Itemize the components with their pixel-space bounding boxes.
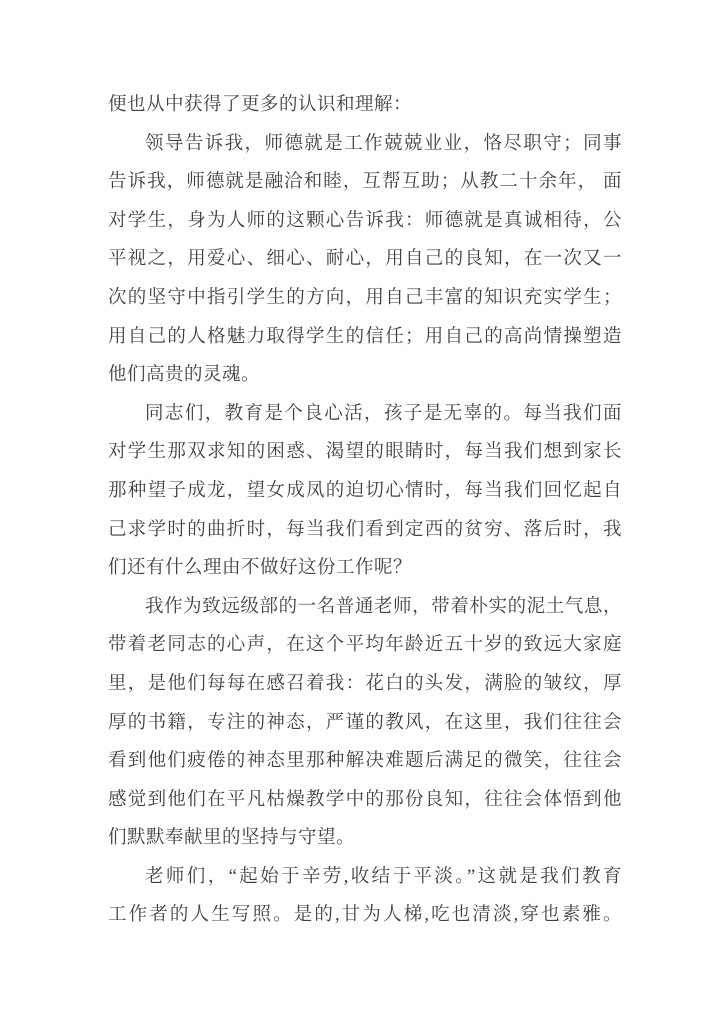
text-line: 己求学时的曲折时，每当我们看到定西的贫穷、落后时，我 xyxy=(108,519,622,540)
text-line: 次的坚守中指引学生的方向，用自己丰富的知识充实学生； xyxy=(108,287,622,308)
text-line: 他们高贵的灵魂。 xyxy=(108,365,261,386)
text-line: 们还有什么理由不做好这份工作呢？ xyxy=(108,558,413,579)
text-line: 老师们，“起始于辛劳,收结于平淡。”这就是我们教育 xyxy=(145,866,622,887)
text-line: 对学生，身为人师的这颗心告诉我：师德就是真诚相待，公 xyxy=(108,210,622,231)
text-line: 们默默奉献里的坚持与守望。 xyxy=(108,828,356,849)
text-line: 那种望子成龙，望女成凤的迫切心情时，每当我们回忆起自 xyxy=(108,480,622,501)
text-line: 领导告诉我，师德就是工作兢兢业业，恪尽职守；同事 xyxy=(145,133,622,154)
text-block xyxy=(108,86,622,935)
text-line: 厚的书籍，专注的神态，严谨的教风，在这里，我们往往会 xyxy=(108,712,622,733)
text-line: 告诉我，师德就是融洽和睦，互帮互助；从教二十余年， 面 xyxy=(108,172,622,193)
text-line: 我作为致远级部的一名普通老师，带着朴实的泥土气息， xyxy=(145,596,622,617)
text-line: 带着老同志的心声，在这个平均年龄近五十岁的致远大家庭 xyxy=(108,635,622,656)
text-line: 对学生那双求知的困惑、渴望的眼睛时，每当我们想到家长 xyxy=(108,442,622,463)
text-line: 平视之，用爱心、细心、耐心，用自己的良知，在一次又一 xyxy=(108,249,622,270)
text-line: 便也从中获得了更多的认识和理解： xyxy=(108,95,413,115)
text-line: 看到他们疲倦的神态里那种解决难题后满足的微笑，往往会 xyxy=(108,751,622,772)
text-line: 同志们，教育是个良心活，孩子是无辜的。每当我们面 xyxy=(145,403,622,424)
text-line: 工作者的人生写照。是的,甘为人梯,吃也清淡,穿也素雅。 xyxy=(108,905,622,926)
text-line: 里，是他们每每在感召着我：花白的头发，满脸的皱纹，厚 xyxy=(108,673,622,694)
text-line: 感觉到他们在平凡枯燥教学中的那份良知，往往会体悟到他 xyxy=(108,789,622,810)
text-line: 用自己的人格魅力取得学生的信任；用自己的高尚情操塑造 xyxy=(108,326,622,347)
